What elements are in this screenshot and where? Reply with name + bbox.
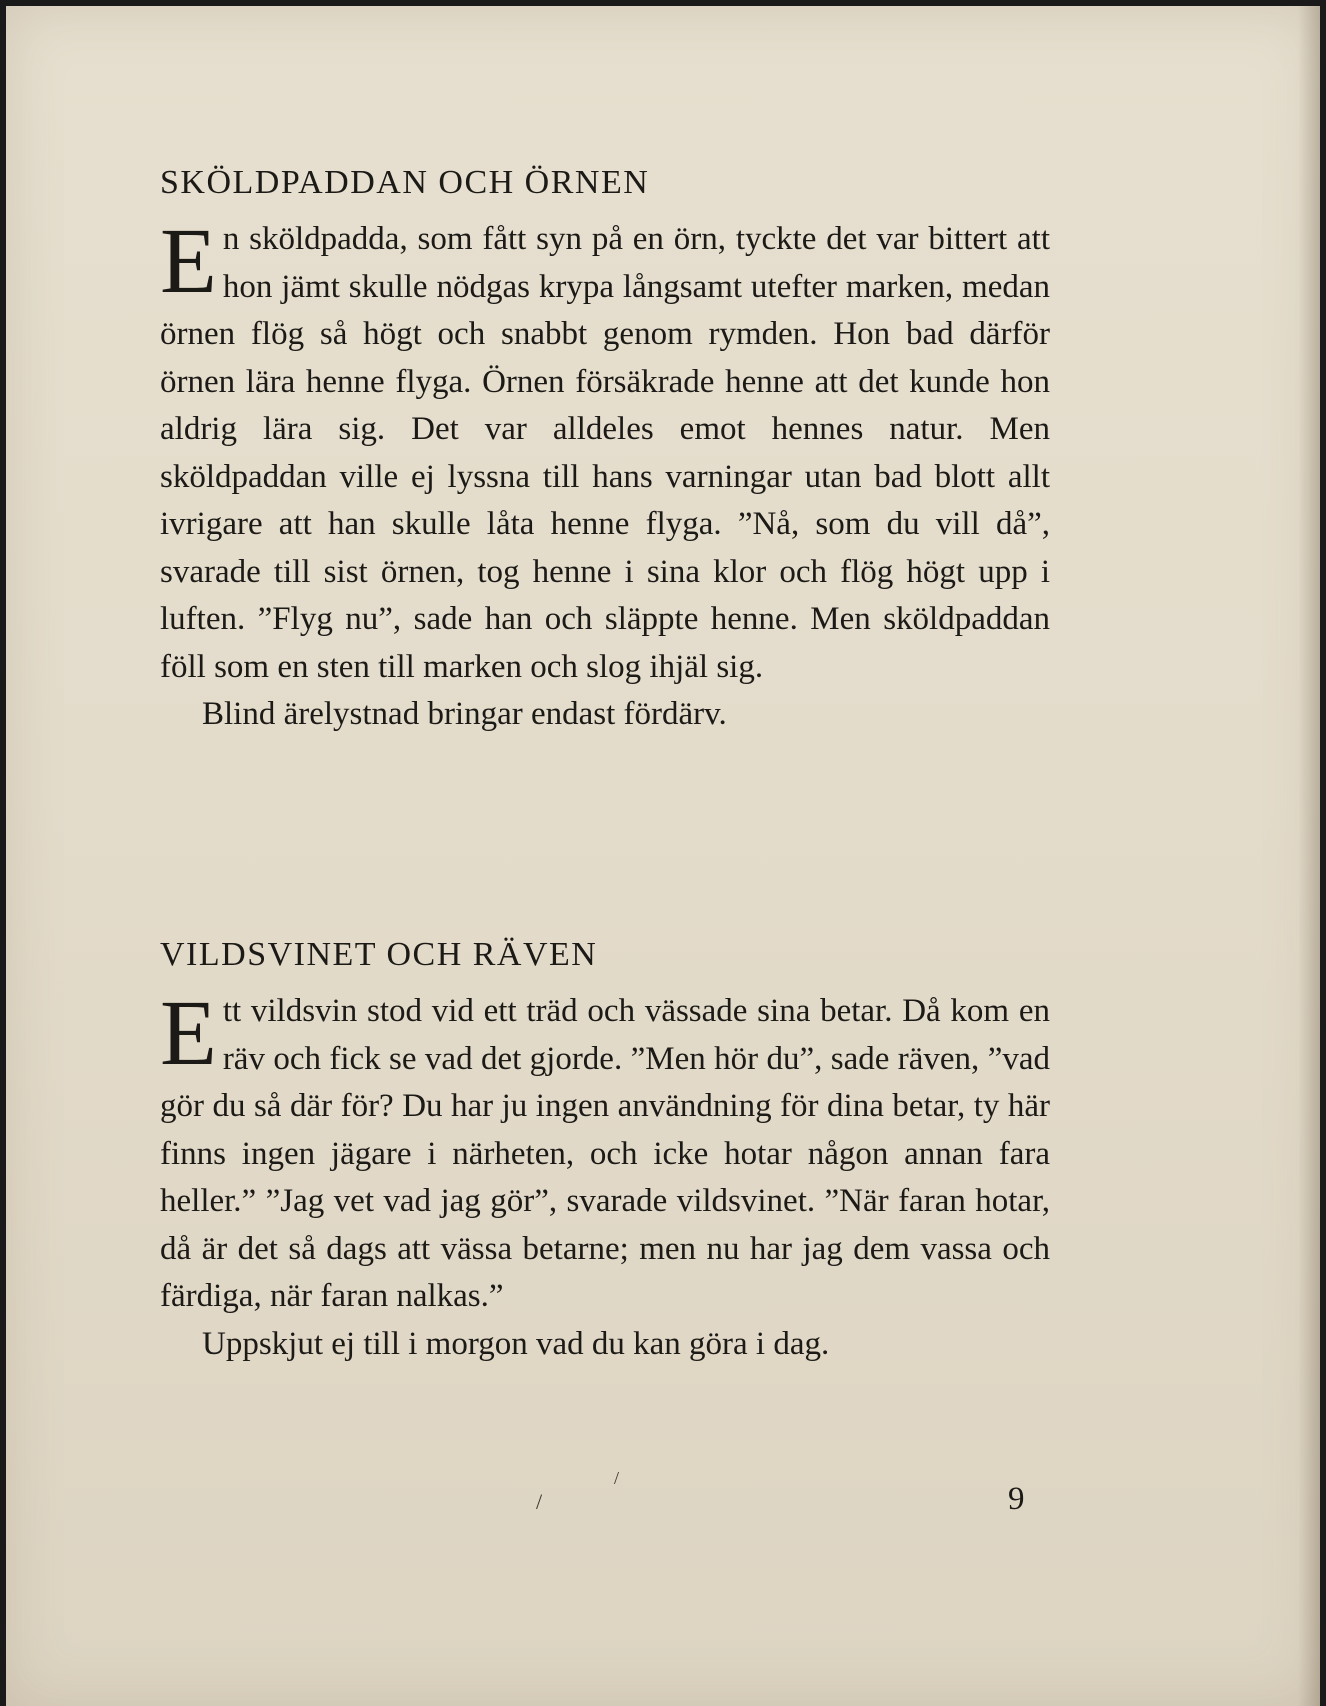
story-vildsvinet [160, 938, 1050, 1368]
story-body [160, 982, 1050, 1321]
drop-cap: E [160, 982, 217, 1085]
page-number: 9 [1008, 1481, 1025, 1517]
ink-speck: / [614, 1468, 620, 1488]
ink-speck: / [536, 1489, 543, 1514]
drop-cap: E [160, 210, 217, 313]
story-text: n sköldpadda, som fått syn på en örn, tyckte det var bittert att hon jämt skulle nödgas krypa långsamt utefter marken, medan örnen flög så högt och snabbt genom rymden. Hon bad därför örnen lära henne flyga. Örnen försäkrade henne att det kunde hon aldrig lära sig. Det var alldeles emot hennes natur. Men sköldpaddan ville ej lyssna till hans varningar utan bad blott allt ivrigare att han skulle låta henne flyga. ”Nå, som du vill då”, svarade till sist örnen, tog henne i sina klor och flög högt upp i luften. ”Flyg nu”, sade han och släppte henne. Men sköldpaddan föll som en sten till marken och slog ihjäl sig. [160, 221, 1050, 685]
book-page [6, 6, 1320, 1706]
story-text: tt vildsvin stod vid ett träd och vässade sina betar. Då kom en räv och fick se vad det gjorde. ”Men hör du”, sade räven, ”vad gör du så där för? Du har ju ingen användning för dina betar, ty här finns ingen jägare i närheten, och icke hotar någon annan fara heller.” ”Jag vet vad jag gör”, svarade vildsvinet. ”När faran hotar, då är det så dags att vässa betarne; men nu har jag dem vassa och färdiga, när faran nalkas.” [160, 993, 1050, 1314]
story-title: SKÖLDPADDAN OCH ÖRNEN [160, 164, 650, 201]
story-title: VILDSVINET OCH RÄVEN [160, 936, 598, 973]
story-moral: Blind ärelystnad bringar endast fördärv. [202, 696, 727, 732]
story-body [160, 210, 1050, 691]
story-skoldpaddan [160, 166, 1050, 739]
story-moral: Uppskjut ej till i morgon vad du kan göra i dag. [202, 1325, 830, 1362]
